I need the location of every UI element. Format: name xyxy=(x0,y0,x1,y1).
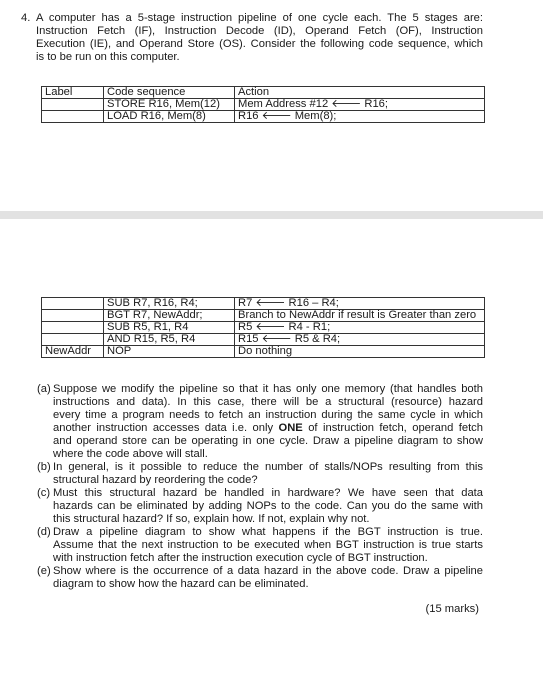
cell-label xyxy=(42,99,104,111)
cell-action: Branch to NewAddr if result is Greater than zero xyxy=(235,310,485,322)
part-text xyxy=(53,565,483,591)
cell-code: NOP xyxy=(104,346,235,358)
table-row xyxy=(42,334,485,346)
part-a xyxy=(37,383,483,461)
part-label: (e) xyxy=(37,565,51,577)
question-intro xyxy=(21,12,483,64)
part-line: with instruction fetch after the instruction execution cycle of BGT instruction. xyxy=(53,552,428,564)
intro-line: A computer has a 5-stage instruction pipeline of one cycle each. The 5 stages are: xyxy=(36,12,483,24)
part-line: instructions and data). In this case, there will be a structural (resource) hazard xyxy=(53,396,483,408)
table-row xyxy=(42,346,485,358)
header-action: Action xyxy=(235,87,485,99)
cell-code: STORE R16, Mem(12) xyxy=(104,99,235,111)
part-c xyxy=(37,487,483,526)
question-text xyxy=(36,12,483,64)
cell-code: AND R15, R5, R4 xyxy=(104,334,235,346)
part-e xyxy=(37,565,483,591)
cell-label xyxy=(42,111,104,123)
intro-line: Instruction Fetch (IF), Instruction Decode (ID), Operand Fetch (OF), Instruction xyxy=(36,25,483,37)
part-label: (a) xyxy=(37,383,51,395)
cell-label xyxy=(42,310,104,322)
cell-code: SUB R5, R1, R4 xyxy=(104,322,235,334)
marks-label: (15 marks) xyxy=(425,603,479,615)
part-text xyxy=(53,526,483,565)
cell-label xyxy=(42,322,104,334)
part-line-emphasis xyxy=(53,422,483,435)
part-line: Draw a pipeline diagram to show what happens if the BGT instruction is true. xyxy=(53,526,483,538)
part-line: Assume that the next instruction to be executed when BGT instruction is true starts xyxy=(53,539,483,551)
intro-line: is to be run on this computer. xyxy=(36,51,180,63)
cell-action: Do nothing xyxy=(235,346,485,358)
part-b xyxy=(37,461,483,487)
header-code: Code sequence xyxy=(104,87,235,99)
question-number: 4. xyxy=(21,12,31,24)
part-line: and operand store can be operating in one cycle. Draw a pipeline diagram to show xyxy=(53,435,483,447)
part-line: In general, is it possible to reduce the number of stalls/NOPs resulting from this xyxy=(53,461,483,473)
table-row xyxy=(42,298,485,310)
part-line-segment: another instruction accesses data i.e. only xyxy=(53,422,279,434)
part-line: structural hazard by reordering the code? xyxy=(53,474,258,486)
part-text xyxy=(53,487,483,526)
intro-line: Execution (IE), and Operand Store (OS). Consider the following code sequence, which xyxy=(36,38,483,50)
part-line-segment: of instruction fetch, operand fetch xyxy=(302,422,483,434)
question-parts xyxy=(37,383,483,591)
table-header-row xyxy=(42,87,485,99)
part-line: Suppose we modify the pipeline so that it has only one memory (that handles both xyxy=(53,383,483,395)
code-table-1 xyxy=(41,86,485,123)
cell-label xyxy=(42,298,104,310)
part-line: every time a program needs to fetch an instruction during the same cycle in which xyxy=(53,409,483,421)
part-line: this structural hazard? If so, explain how. If not, explain why not. xyxy=(53,513,370,525)
table-row xyxy=(42,111,485,123)
cell-action: Mem Address #12 🡐 R16; xyxy=(235,99,485,111)
cell-action: R5 🡐 R4 - R1; xyxy=(235,322,485,334)
part-text xyxy=(53,461,483,487)
part-line: hazards can be eliminated by adding NOPs to the code. Can you do the same with xyxy=(53,500,483,512)
part-line: where the code above will stall. xyxy=(53,448,208,460)
header-label: Label xyxy=(42,87,104,99)
cell-code: LOAD R16, Mem(8) xyxy=(104,111,235,123)
table-row xyxy=(42,99,485,111)
cell-label: NewAddr xyxy=(42,346,104,358)
part-label: (b) xyxy=(37,461,51,473)
part-label: (d) xyxy=(37,526,51,538)
cell-code: BGT R7, NewAddr; xyxy=(104,310,235,322)
part-label: (c) xyxy=(37,487,51,499)
part-line: diagram to show how the hazard can be eliminated. xyxy=(53,578,309,590)
part-line: Must this structural hazard be handled in hardware? We have seen that data xyxy=(53,487,483,499)
part-line: Show where is the occurrence of a data hazard in the above code. Draw a pipeline xyxy=(53,565,483,577)
cell-action: R15 🡐 R5 & R4; xyxy=(235,334,485,346)
part-d xyxy=(37,526,483,565)
cell-action: R16 🡐 Mem(8); xyxy=(235,111,485,123)
emphasis-word: ONE xyxy=(278,422,303,434)
part-text xyxy=(53,383,483,461)
code-table-2 xyxy=(41,297,485,358)
page-break-band xyxy=(0,211,543,219)
cell-code: SUB R7, R16, R4; xyxy=(104,298,235,310)
table-row xyxy=(42,322,485,334)
cell-label xyxy=(42,334,104,346)
cell-action: R7 🡐 R16 – R4; xyxy=(235,298,485,310)
table-row xyxy=(42,310,485,322)
